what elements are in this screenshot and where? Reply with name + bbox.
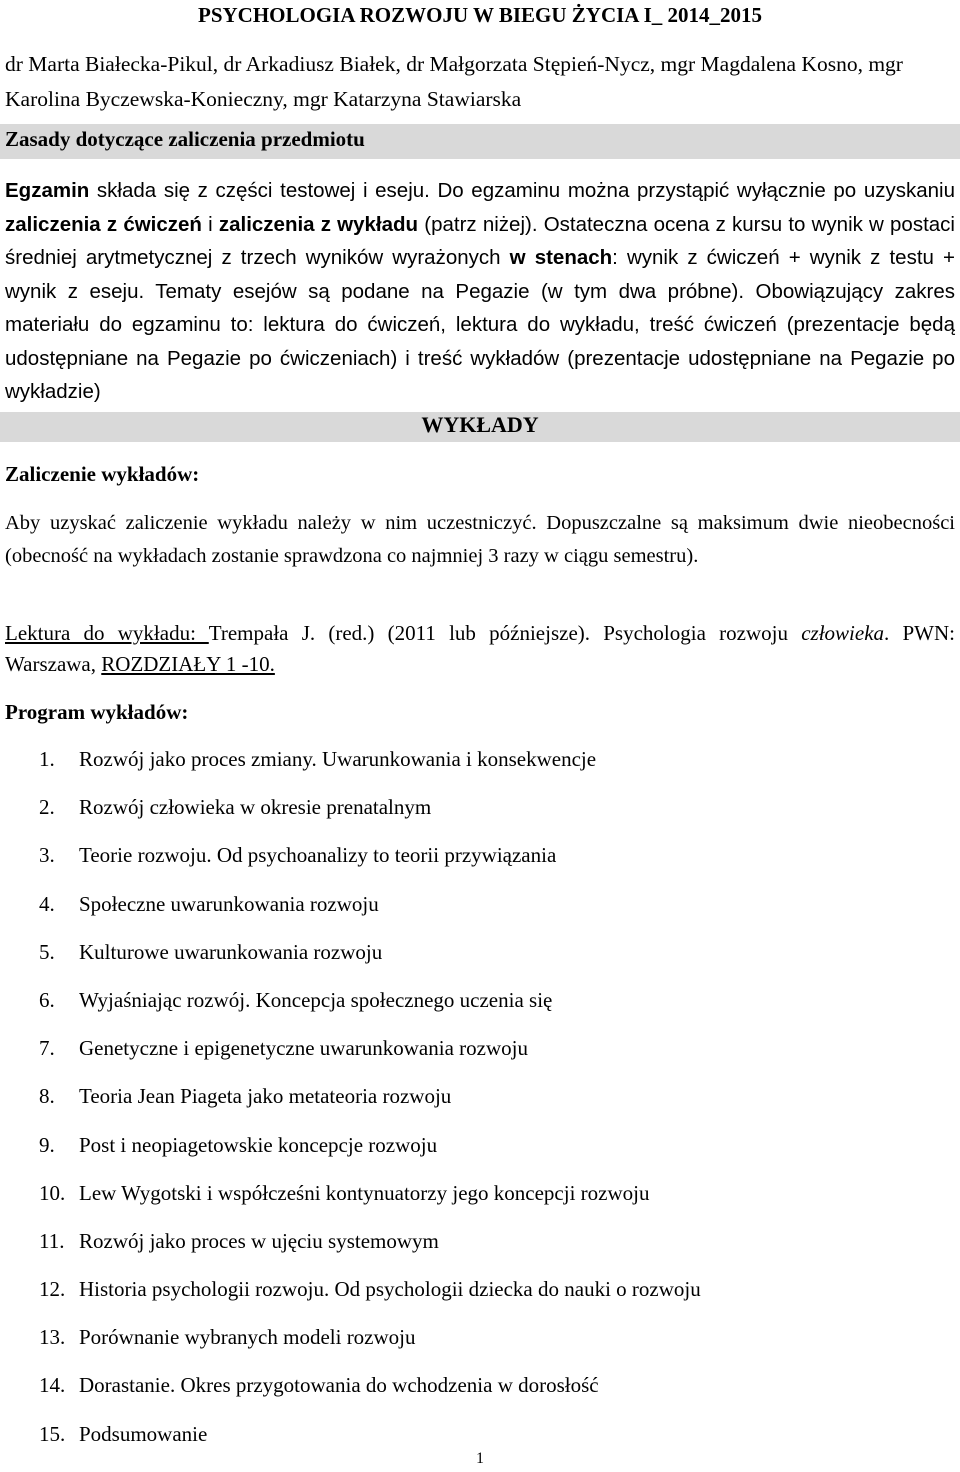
list-item xyxy=(39,1226,939,1274)
exam-text-4: : wynik z ćwiczeń + wynik z testu + wynik z eseju. Tematy esejów są podane na Pegazie (w tym dwa próbne). Obowiązujący zakres materiału do egzaminu to: lektura do ćwiczeń, lektura do wykładu, treść ćwiczeń (prezentacje będą udostępniane na Pegazie po ćwiczeniach) i treść wykładów (prezentacje udostępniane na Pegazie po wykładzie) xyxy=(5,246,955,403)
program-list xyxy=(39,744,939,1467)
lectures-heading: WYKŁADY xyxy=(421,412,539,437)
list-item-text: Podsumowanie xyxy=(79,1421,208,1446)
list-item-text: Lew Wygotski i współcześni kontynuatorzy jego koncepcji rozwoju xyxy=(79,1180,650,1205)
list-item-number: 8. xyxy=(39,1084,55,1109)
list-item-number: 4. xyxy=(39,891,55,916)
exam-text-1: składa się z części testowej i eseju. Do egzaminu można przystąpić wyłącznie po uzyskaniu xyxy=(89,179,955,202)
list-item xyxy=(39,792,939,840)
list-item-text: Teorie rozwoju. Od psychoanalizy to teorii przywiązania xyxy=(79,843,557,868)
list-item-number: 13. xyxy=(39,1325,66,1350)
reading-title-italic: człowieka xyxy=(801,621,885,645)
reading-chapters: ROZDZIAŁY 1 -10. xyxy=(101,652,275,676)
list-item-number: 7. xyxy=(39,1036,55,1061)
list-item-number: 15. xyxy=(39,1421,66,1446)
lectures-credit-text: Aby uzyskać zaliczenie wykładu należy w nim uczestniczyć. Dopuszczalne są maksimum dwie nieobecności (obecność na wykładach zostanie sprawdzona co najmniej 3 razy w ciągu semestru). xyxy=(5,512,955,567)
exam-term-lecture: zaliczenia z wykładu xyxy=(218,212,419,236)
list-item-text: Społeczne uwarunkowania rozwoju xyxy=(79,891,379,916)
list-item-text: Dorastanie. Okres przygotowania do wchodzenia w dorosłość xyxy=(79,1373,599,1398)
list-item-text: Historia psychologii rozwoju. Od psychologii dziecka do nauki o rozwoju xyxy=(79,1277,701,1302)
list-item-text: Porównanie wybranych modeli rozwoju xyxy=(79,1325,416,1350)
exam-term-exercises: zaliczenia z ćwiczeń xyxy=(5,212,202,236)
list-item-text: Teoria Jean Piageta jako metateoria rozwoju xyxy=(79,1084,452,1109)
reading-publisher: . PWN: Warszawa, xyxy=(5,621,955,676)
list-item-number: 3. xyxy=(39,843,55,868)
lectures-credit-heading: Zaliczenie wykładów: xyxy=(5,462,200,486)
list-item-text: Kulturowe uwarunkowania rozwoju xyxy=(79,939,383,964)
list-item-number: 11. xyxy=(39,1228,65,1253)
exam-text-2: i xyxy=(201,212,219,236)
lecture-reading xyxy=(5,618,955,680)
list-item-number: 10. xyxy=(39,1180,66,1205)
list-item xyxy=(39,1033,939,1081)
list-item xyxy=(39,985,939,1033)
list-item xyxy=(39,1178,939,1226)
exam-text-3: (patrz niżej). Ostateczna ocena z kursu to wynik w postaci średniej arytmetycznej z trzech wyników wyrażonych xyxy=(5,212,955,269)
list-item-number: 14. xyxy=(39,1373,66,1398)
list-item-text: Rozwój człowieka w okresie prenatalnym xyxy=(79,795,432,820)
list-item xyxy=(39,744,939,792)
list-item-number: 12. xyxy=(39,1277,66,1302)
list-item xyxy=(39,937,939,985)
list-item-number: 6. xyxy=(39,987,55,1012)
list-item-text: Post i neopiagetowskie koncepcje rozwoju xyxy=(79,1132,438,1157)
list-item xyxy=(39,840,939,888)
section-heading: Zasady dotyczące zaliczenia przedmiotu xyxy=(5,127,365,151)
list-item xyxy=(39,1322,939,1370)
list-item-text: Rozwój jako proces zmiany. Uwarunkowania i konsekwencje xyxy=(79,747,597,771)
list-item xyxy=(39,1370,939,1418)
exam-term: Egzamin xyxy=(5,179,90,202)
reading-reference: Trempała J. (red.) (2011 lub późniejsze). Psychologia rozwoju xyxy=(208,621,802,645)
document-title: PSYCHOLOGIA ROZWOJU W BIEGU ŻYCIA I_ 2014_2015 xyxy=(198,3,762,27)
list-item-number: 2. xyxy=(39,795,55,820)
page-number: 1 xyxy=(476,1450,484,1467)
list-item-number: 9. xyxy=(39,1132,55,1157)
authors-line: dr Marta Białecka-Pikul, dr Arkadiusz Białek, dr Małgorzata Stępień-Nycz, mgr Magdalena Kosno, mgr Karolina Byczewska-Konieczny, mgr Katarzyna Stawiarska xyxy=(5,52,903,111)
list-item xyxy=(39,889,939,937)
list-item-number: 5. xyxy=(39,939,55,964)
list-item-text: Rozwój jako proces w ujęciu systemowym xyxy=(79,1228,439,1253)
section-heading-band xyxy=(0,124,960,159)
exam-term-stens: w stenach xyxy=(509,246,613,269)
exam-paragraph xyxy=(5,174,955,409)
list-item-text: Genetyczne i epigenetyczne uwarunkowania rozwoju xyxy=(79,1036,528,1061)
program-heading: Program wykładów: xyxy=(5,700,189,724)
reading-label: Lektura do wykładu: xyxy=(5,621,209,645)
list-item xyxy=(39,1130,939,1178)
lectures-heading-band xyxy=(0,412,960,442)
list-item xyxy=(39,1274,939,1322)
list-item-number: 1. xyxy=(39,747,55,771)
list-item-text: Wyjaśniając rozwój. Koncepcja społecznego uczenia się xyxy=(79,987,553,1012)
list-item xyxy=(39,1081,939,1129)
